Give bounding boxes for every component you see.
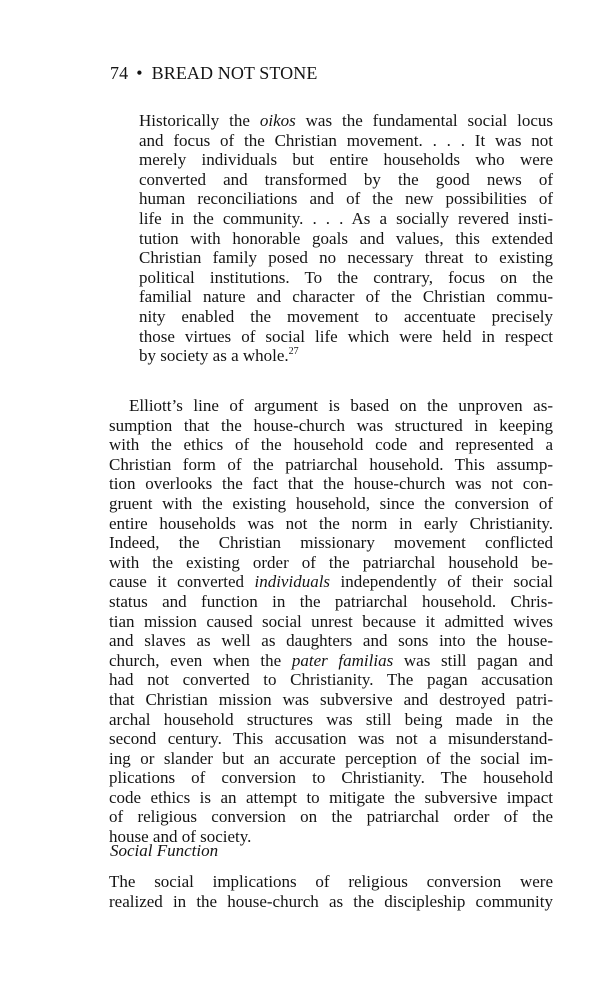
text-line (139, 170, 553, 190)
text-line (109, 729, 553, 749)
text-line (139, 307, 553, 327)
text-line (139, 287, 553, 307)
text-run: sumption that the house-church was structured in keeping (109, 415, 553, 435)
text-run: human reconciliations and of the new possibilities of (139, 189, 553, 209)
text-run: church, even when the (109, 650, 292, 670)
text-line (139, 248, 553, 268)
text-line (109, 533, 553, 553)
text-line (109, 651, 553, 671)
text-run: with the existing order of the patriarchal household be- (109, 552, 553, 572)
text-line (139, 189, 553, 209)
text-line (109, 435, 553, 455)
text-run: second century. This accusation was not a misunderstand- (109, 729, 553, 749)
text-line (109, 572, 553, 592)
italic-term: pater familias (291, 650, 394, 670)
text-run: plications of conversion to Christianity. The household (109, 768, 553, 788)
text-run: Indeed, the Christian missionary movement conflicted (109, 533, 553, 553)
text-run: was still pagan and (393, 650, 553, 670)
text-line (109, 592, 553, 612)
text-run: tution with honorable goals and values, this extended (139, 228, 553, 248)
text-run: independently of their social (330, 572, 553, 592)
text-run: Elliott’s line of argument is based on the unproven as- (129, 396, 553, 415)
body-paragraph-2 (109, 872, 553, 911)
text-line (109, 631, 553, 651)
running-title: BREAD NOT STONE (151, 63, 318, 83)
text-line (109, 768, 553, 788)
text-run: of religious conversion on the patriarchal order of the (109, 807, 553, 827)
text-run: house and of society. (109, 827, 252, 847)
text-run: familial nature and character of the Christian commu- (139, 287, 553, 307)
text-run: tian mission caused social unrest because it admitted wives (109, 611, 553, 631)
footnote-reference: 27 (288, 346, 299, 358)
text-line (109, 396, 553, 416)
text-run: nity enabled the movement to accentuate precisely (139, 306, 553, 326)
text-run: merely individuals but entire households who were (139, 150, 553, 170)
text-run: by society as a whole. (139, 346, 289, 366)
text-run: and slaves as well as daughters and sons into the house- (109, 631, 553, 651)
text-run: those virtues of social life which were held in respect (139, 326, 553, 346)
text-line (109, 514, 553, 534)
text-line (109, 788, 553, 808)
text-line (109, 553, 553, 573)
text-line (139, 209, 553, 229)
text-line (139, 131, 553, 151)
text-run: archal household structures was still being made in the (109, 709, 553, 729)
text-run: entire households was not the norm in early Christianity. (109, 513, 553, 533)
text-line (109, 670, 553, 690)
text-run: and focus of the Christian movement. . . . It was not (139, 130, 553, 150)
text-line (109, 416, 553, 436)
text-line (109, 807, 553, 827)
text-line (109, 690, 553, 710)
text-line (139, 346, 553, 366)
text-run: Historically the (139, 111, 260, 130)
text-run: status and function in the patriarchal household. Chris- (109, 591, 553, 611)
text-line (139, 229, 553, 249)
text-line (139, 327, 553, 347)
text-run: The social implications of religious conversion were (109, 872, 553, 891)
body-paragraph-1 (109, 396, 553, 847)
text-line (109, 494, 553, 514)
text-run: Christian form of the patriarchal household. This assump- (109, 454, 553, 474)
text-line (109, 455, 553, 475)
text-line (109, 872, 553, 892)
text-run: code ethics is an attempt to mitigate the subversive impact (109, 787, 553, 807)
text-line (139, 268, 553, 288)
text-line (139, 150, 553, 170)
bullet-separator: • (136, 63, 143, 83)
text-line (109, 612, 553, 632)
italic-term: individuals (254, 572, 331, 592)
text-run: cause it converted (109, 572, 255, 592)
text-run: tion overlooks the fact that the house-church was not con- (109, 474, 553, 494)
page-number: 74 (110, 63, 129, 83)
text-line (139, 111, 553, 131)
text-line (109, 710, 553, 730)
text-run: that Christian mission was subversive and destroyed patri- (109, 689, 553, 709)
running-header (110, 63, 317, 84)
text-run: with the ethics of the household code and represented a (109, 435, 553, 455)
text-line (109, 474, 553, 494)
text-run: realized in the house-church as the discipleship community (109, 891, 553, 911)
text-run: gruent with the existing household, since the conversion of (109, 493, 553, 513)
text-run: converted and transformed by the good news of (139, 169, 553, 189)
text-run: was the fundamental social locus (295, 111, 554, 130)
text-line (109, 749, 553, 769)
text-run: ing or slander but an accurate perception of the social im- (109, 748, 553, 768)
text-run: life in the community. . . . As a socially revered insti- (139, 208, 553, 228)
text-run: Christian family posed no necessary threat to existing (139, 248, 553, 268)
italic-term: oikos (259, 111, 296, 130)
section-heading: Social Function (110, 841, 219, 860)
text-line (109, 892, 553, 912)
text-run: political institutions. To the contrary, focus on the (139, 267, 553, 287)
text-run: had not converted to Christianity. The pagan accusation (109, 670, 553, 690)
block-quote (139, 111, 553, 366)
